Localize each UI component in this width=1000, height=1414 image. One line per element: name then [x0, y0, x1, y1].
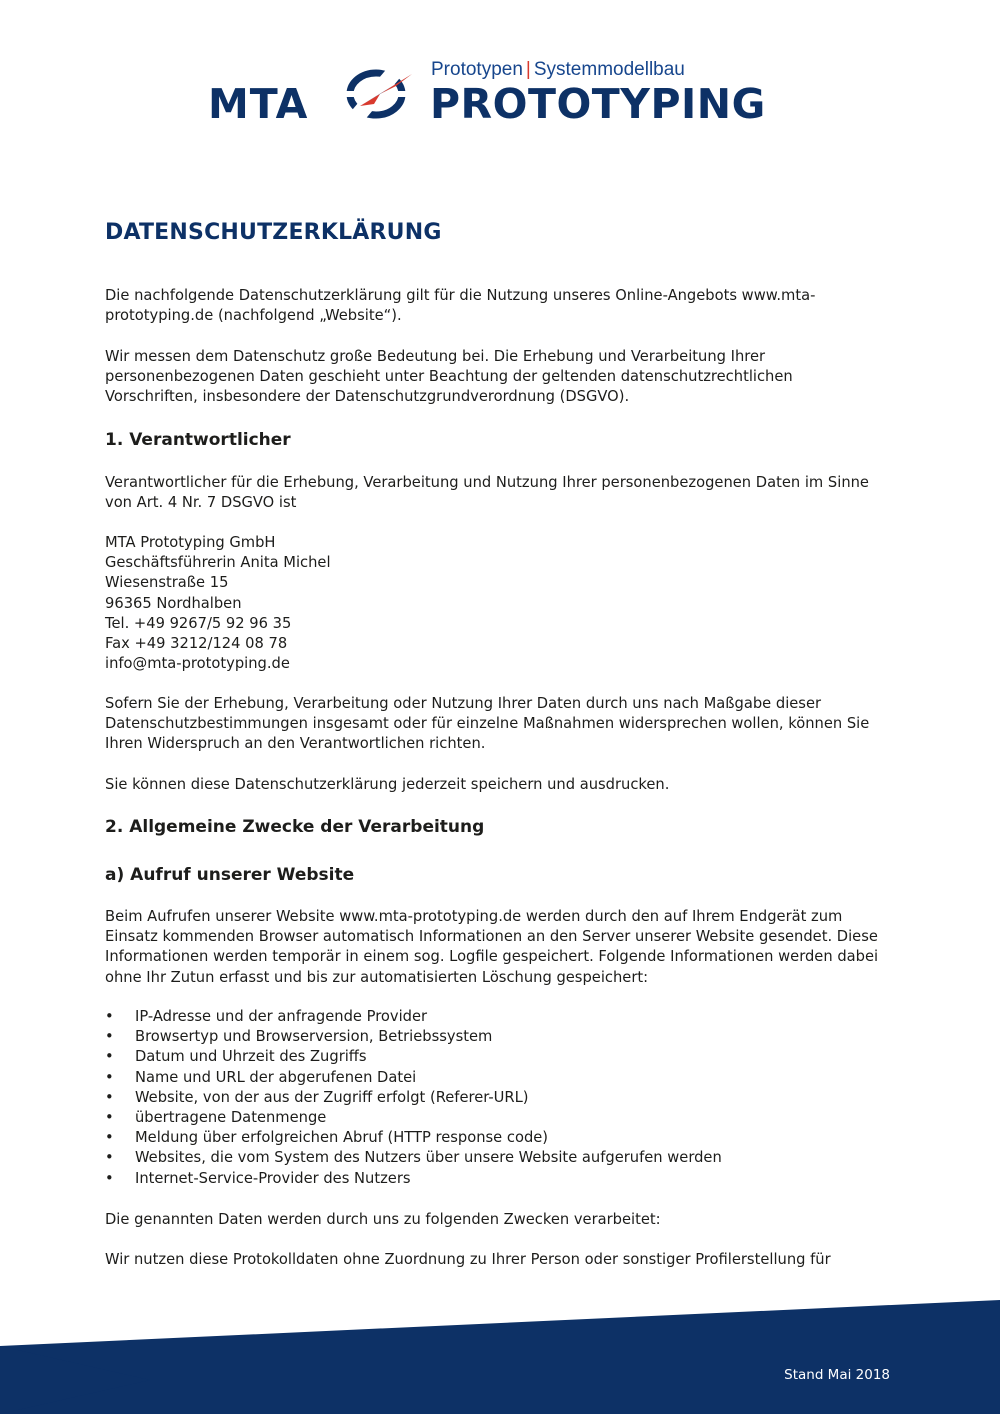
bullet-icon: •: [105, 1088, 114, 1106]
bullet-icon: •: [105, 1149, 114, 1167]
logo-subtitle-separator: |: [525, 59, 531, 80]
list-item: • Name und URL der abgerufenen Datei: [105, 1068, 722, 1088]
logo-subtitle-right: Systemmodellbau: [533, 59, 685, 80]
list-item: • Meldung über erfolgreichen Abruf (HTTP response code): [105, 1128, 722, 1148]
section-2a-paragraph-1: Beim Aufrufen unserer Website www.mta-prototyping.de werden durch den auf Ihrem Endgerät zum Einsatz kommenden Browser automatisch Informationen an den Server unserer Website gesendet. Diese Informationen werden temporär in einem sog. Logfile gespeichert. Folgende Informationen werden dabei ohne Ihr Zutun erfasst und bis zur automatisierten Löschung gespeichert:: [105, 908, 879, 986]
address-company: MTA Prototyping GmbH: [105, 534, 276, 551]
footer-band: [0, 1300, 1000, 1414]
intro-paragraph-1: Die nachfolgende Datenschutzerklärung gilt für die Nutzung unseres Online-Angebots www.mta-prototyping.de (nachfolgend „Website“).: [105, 287, 816, 325]
section-2a-paragraph-2: Die genannten Daten werden durch uns zu folgenden Zwecken verarbeitet:: [105, 1211, 661, 1228]
bullet-icon: •: [105, 1169, 114, 1187]
list-item: • Internet-Service-Provider des Nutzers: [105, 1169, 722, 1189]
bullet-icon: •: [105, 1008, 114, 1025]
list-item: • IP-Adresse und der anfragende Provider: [105, 1007, 722, 1027]
address-email: info@mta-prototyping.de: [105, 655, 290, 673]
address-phone: Tel. +49 9267/5 92 96 35: [105, 614, 292, 632]
section-2a-paragraph-3: Wir nutzen diese Protokolldaten ohne Zuordnung zu Ihrer Person oder sonstiger Profilerstellung für: [105, 1251, 831, 1268]
section-1-paragraph-1: Verantwortlicher für die Erhebung, Verarbeitung und Nutzung Ihrer personenbezogenen Daten im Sinne von Art. 4 Nr. 7 DSGVO ist: [105, 474, 869, 512]
bullet-icon: •: [105, 1028, 114, 1046]
address-street: Wiesenstraße 15: [105, 574, 229, 592]
document-date: Stand Mai 2018: [784, 1367, 890, 1383]
address-manager: Geschäftsführerin Anita Michel: [105, 554, 331, 572]
page-title: DATENSCHUTZERKLÄRUNG: [105, 220, 442, 245]
section-1-paragraph-2: Sofern Sie der Erhebung, Verarbeitung oder Nutzung Ihrer Daten durch uns nach Maßgabe dieser Datenschutzbestimmungen insgesamt oder für einzelne Maßnahmen widersprechen wollen, können Sie Ihren Widerspruch an den Verantwortlichen richten.: [105, 695, 870, 753]
list-item: • Website, von der aus der Zugriff erfolgt (Referer-URL): [105, 1088, 722, 1108]
bullet-icon: •: [105, 1048, 114, 1066]
logo-subtitle-left: Prototypen: [431, 59, 523, 80]
logo-prototyping-text: PROTOTYPING: [430, 80, 766, 128]
contact-address: [105, 533, 890, 674]
bullet-icon: •: [105, 1109, 114, 1127]
section-1-heading: 1. Verantwortlicher: [105, 430, 291, 450]
list-item: • Browsertyp und Browserversion, Betriebssystem: [105, 1027, 722, 1047]
logo-subtitle: [431, 60, 685, 79]
company-logo: [206, 56, 796, 126]
logo-mta-text: MTA: [208, 80, 309, 128]
intro-paragraph-2: Wir messen dem Datenschutz große Bedeutung bei. Die Erhebung und Verarbeitung Ihrer personenbezogenen Daten geschieht unter Beachtung der geltenden datenschutzrechtlichen Vorschriften, insbesondere der Datenschutzgrundverordnung (DSGVO).: [105, 348, 793, 406]
bullet-icon: •: [105, 1068, 114, 1086]
address-city: 96365 Nordhalben: [105, 594, 242, 612]
bullet-icon: •: [105, 1129, 114, 1147]
list-item: • übertragene Datenmenge: [105, 1108, 722, 1128]
section-1-paragraph-3: Sie können diese Datenschutzerklärung jederzeit speichern und ausdrucken.: [105, 776, 670, 793]
section-2a-heading: a) Aufruf unserer Website: [105, 865, 355, 885]
address-fax: Fax +49 3212/124 08 78: [105, 635, 288, 653]
section-2-heading: 2. Allgemeine Zwecke der Verarbeitung: [105, 817, 485, 837]
compass-logo-icon: [338, 64, 430, 124]
list-item: • Datum und Uhrzeit des Zugriffs: [105, 1047, 722, 1067]
logfile-data-list: [105, 1007, 722, 1189]
list-item: • Websites, die vom System des Nutzers über unsere Website aufgerufen werden: [105, 1148, 722, 1168]
